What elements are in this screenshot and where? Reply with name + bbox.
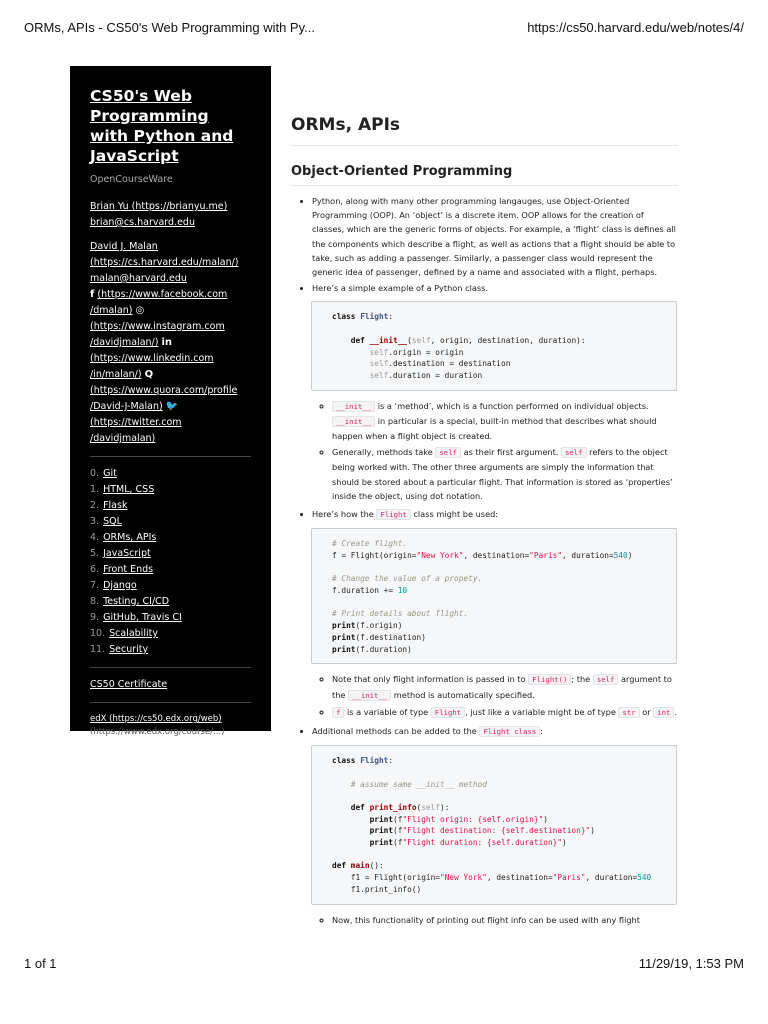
note-text: : [540, 725, 543, 736]
code-token: main [350, 861, 370, 871]
nav-num: 9. [90, 612, 100, 623]
code-token: def [332, 861, 347, 871]
twitter-icon[interactable]: 🐦 [165, 401, 179, 412]
instagram-icon[interactable]: ◎ [135, 305, 145, 316]
print-page-url: https://cs50.harvard.edu/web/notes/4/ [527, 20, 744, 35]
sidebar-divider [90, 667, 251, 668]
nav-label[interactable]: GitHub, Travis CI [103, 612, 182, 623]
note-text: as their first argument. [460, 447, 561, 458]
note-init-method [332, 399, 678, 444]
code-token: # Change the value of a propety. [332, 574, 483, 584]
note-text: or [639, 706, 654, 717]
code-token: Flight [360, 756, 389, 766]
sub-notes [312, 913, 678, 927]
code-token: "Flight origin: {self.origin}" [402, 814, 544, 824]
nav-label[interactable]: SQL [103, 516, 122, 527]
code-token: (f.duration) [355, 644, 412, 654]
nav-item-github[interactable] [90, 610, 251, 626]
facebook-link-cont[interactable]: /dmalan) [90, 305, 133, 316]
nav-label[interactable]: Testing, CI/CD [103, 596, 170, 607]
code-token: , origin, destination, duration): [430, 335, 586, 345]
inline-code: self [593, 674, 619, 685]
sub-notes [312, 399, 678, 503]
code-token: (f [393, 814, 403, 824]
notes-list [291, 194, 678, 927]
sub-notes [312, 672, 678, 720]
david-email-link[interactable]: malan@harvard.edu [90, 273, 187, 284]
instagram-link-cont[interactable]: /davidjmalan/) [90, 337, 159, 348]
code-token: print [332, 621, 356, 631]
code-token: class [332, 312, 356, 322]
code-token: ) [627, 550, 633, 560]
print-page-title: ORMs, APIs - CS50's Web Programming with Py... [24, 20, 315, 35]
code-token: , duration= [562, 550, 614, 560]
code-token: self [369, 370, 389, 380]
author-david [90, 239, 251, 447]
note-print-info-usage [332, 913, 678, 927]
note-self-argument [332, 445, 678, 503]
lecture-nav [90, 466, 251, 658]
code-token: ) [543, 814, 548, 824]
note-text: argument to the [332, 674, 672, 700]
note-class-example [312, 281, 678, 503]
code-token: self [369, 359, 389, 369]
nav-label[interactable]: Front Ends [103, 564, 154, 575]
note-text: Additional methods can be added to the [312, 725, 480, 736]
code-token: .duration = duration [388, 370, 483, 380]
nav-item-front-ends[interactable] [90, 562, 251, 578]
quora-link[interactable]: (https://www.quora.com/profile [90, 385, 238, 396]
code-token: (f [393, 826, 403, 836]
twitter-link[interactable]: (https://twitter.com [90, 417, 182, 428]
nav-label[interactable]: Flask [103, 500, 128, 511]
author-brian [90, 199, 251, 231]
inline-code: __init__ [332, 416, 375, 427]
code-token: .origin = origin [388, 347, 464, 357]
nav-num: 5. [90, 548, 100, 559]
code-token: def [350, 335, 365, 345]
code-token: self [411, 335, 431, 345]
nav-num: 4. [90, 532, 100, 543]
code-token: print [369, 814, 394, 824]
note-text: . [674, 706, 678, 717]
section-heading-oop: Object-Oriented Programming [291, 164, 678, 186]
nav-item-scalability[interactable] [90, 626, 251, 642]
nav-num: 7. [90, 580, 100, 591]
code-token: ) [590, 826, 595, 836]
code-token: (f [393, 838, 403, 848]
note-text: , just like a variable might be of type [465, 706, 619, 717]
code-token: "New York" [416, 550, 464, 560]
inline-code: __init__ [348, 690, 391, 701]
nav-label[interactable]: Scalability [109, 628, 158, 639]
note-text: Note that only flight information is passed in to [332, 674, 529, 685]
edx-link[interactable]: edX (https://cs50.edx.org/web) [90, 714, 222, 724]
code-token: f1.print_info() [350, 884, 422, 894]
code-token: # Create flight. [332, 539, 408, 549]
code-token: # assume same __init__ method [350, 779, 487, 789]
code-token: (): [369, 861, 384, 871]
nav-num: 8. [90, 596, 100, 607]
linkedin-link[interactable]: (https://www.linkedin.com [90, 353, 214, 364]
code-token: ( [416, 802, 422, 812]
code-token: 10 [397, 586, 408, 596]
inline-code: Flight [376, 509, 410, 520]
inline-code: str [618, 707, 639, 718]
print-footer [24, 956, 744, 974]
nav-item-git[interactable] [90, 466, 251, 482]
nav-item-django[interactable] [90, 578, 251, 594]
code-token: f1 = Flight(origin= [350, 873, 440, 883]
note-text: Python, along with many other programming langauges, use Object-Oriented Programming (OOP). An ‘object’ is a discrete item. OOP allows for the creation of classes, which are the generic forms of objects. For example, a ‘flight’ class is defines all the components which describe a flight, as well as actions that a flight should be able to take, such as adding a passenger. Similarly, a passenger class would represent the generic idea of passenger, defined by a name and associated with a flight, perhaps. [312, 196, 676, 278]
course-title-link[interactable]: CS50's Web Programming with Python and JavaScript [90, 87, 234, 165]
code-token: ): [440, 802, 450, 812]
print-datetime: 11/29/19, 1:53 PM [638, 956, 744, 971]
code-token: class [332, 756, 356, 766]
note-flight-args [332, 672, 678, 702]
note-text: Generally, methods take [332, 447, 436, 458]
code-token: (f.origin) [355, 621, 403, 631]
code-token: f = Flight(origin= [332, 550, 417, 560]
quora-link-cont[interactable]: /David-J-Malan) [90, 401, 163, 412]
code-token: : [388, 756, 394, 766]
code-token: print [369, 838, 394, 848]
code-token: print_info [369, 802, 417, 812]
inline-code: Flight [431, 707, 465, 718]
note-text: Now, this functionality of printing out flight info can be used with any flight [332, 914, 640, 925]
code-token: def [350, 802, 365, 812]
nav-num: 3. [90, 516, 100, 527]
note-text: ; the [571, 674, 593, 685]
nav-num: 0. [90, 468, 100, 479]
facebook-link[interactable]: (https://www.facebook.com [97, 289, 228, 300]
code-block-flight-class [311, 301, 677, 390]
edx-link-cut[interactable]: (https://www.edx.org/course/...) [90, 727, 225, 737]
nav-label[interactable]: ORMs, APIs [103, 532, 157, 543]
code-token: "Flight duration: {self.duration}" [402, 838, 563, 848]
note-text: is a variable of type [344, 706, 431, 717]
inline-code: self [435, 447, 461, 458]
code-token: self [369, 347, 389, 357]
david-website-link[interactable]: (https://cs.harvard.edu/malan/) [90, 257, 239, 268]
instagram-link[interactable]: (https://www.instagram.com [90, 321, 225, 332]
print-header [24, 20, 744, 38]
course-subtitle: OpenCourseWare [90, 174, 173, 185]
code-token: 540 [613, 550, 628, 560]
code-token: self [421, 802, 441, 812]
code-token: , destination= [486, 873, 553, 883]
code-token: # Print details about flight. [332, 609, 469, 619]
code-token: ( [407, 335, 412, 345]
code-token: print [332, 632, 356, 642]
code-token: , destination= [463, 550, 530, 560]
note-text: is a ‘method’, which is a function performed on individual objects. [375, 400, 649, 411]
inline-code: int [653, 707, 674, 718]
note-oop-intro [312, 194, 678, 279]
note-text: Here’s how the [312, 509, 377, 520]
nav-num: 11. [90, 644, 106, 655]
main-content [291, 110, 678, 931]
nav-label[interactable]: Security [109, 644, 149, 655]
code-token: "Paris" [552, 873, 586, 883]
nav-item-security[interactable] [90, 642, 251, 658]
nav-num: 1. [90, 484, 100, 495]
nav-num: 6. [90, 564, 100, 575]
linkedin-icon[interactable]: in [161, 337, 173, 348]
code-token: : [388, 312, 394, 322]
note-class-usage [312, 507, 678, 720]
linkedin-link-cont[interactable]: /in/malan/) [90, 369, 142, 380]
sidebar-divider [90, 456, 251, 457]
nav-label[interactable]: JavaScript [103, 548, 151, 559]
note-text: Here’s a simple example of a Python class. [312, 283, 489, 294]
code-token: __init__ [369, 335, 408, 345]
inline-code: __init__ [332, 401, 375, 412]
code-token: ) [562, 838, 567, 848]
code-token: print [332, 644, 356, 654]
inline-code: f [332, 707, 344, 718]
twitter-link-cont[interactable]: /davidjmalan) [90, 433, 156, 444]
inline-code: Flight class [479, 726, 540, 737]
code-token: Flight [360, 312, 389, 322]
facebook-icon[interactable]: f [90, 289, 95, 300]
code-token: "Paris" [529, 550, 563, 560]
note-text: class might be used: [410, 509, 499, 520]
code-token: print [369, 826, 394, 836]
page-number: 1 of 1 [24, 956, 57, 971]
quora-icon[interactable]: Q [144, 369, 154, 380]
sidebar-divider [90, 702, 251, 703]
sidebar [70, 66, 271, 737]
code-token: "New York" [439, 873, 487, 883]
david-name-link[interactable]: David J. Malan [90, 241, 158, 252]
inline-code: Flight() [528, 674, 571, 685]
nav-item-flask[interactable] [90, 498, 251, 514]
nav-item-html-css[interactable] [90, 482, 251, 498]
code-token: "Flight destination: {self.destination}" [402, 826, 591, 836]
note-text: method is automatically specified. [391, 689, 535, 700]
nav-label[interactable]: HTML, CSS [103, 484, 155, 495]
brian-website-link[interactable]: Brian Yu (https://brianyu.me) [90, 201, 228, 212]
nav-num: 10. [90, 628, 106, 639]
nav-item-testing[interactable] [90, 594, 251, 610]
note-text: in particular is a special, built-in method that describes what should happen when a flight object is created. [332, 415, 657, 442]
code-token: f.duration += [332, 586, 398, 596]
nav-item-javascript[interactable] [90, 546, 251, 562]
inline-code: self [561, 447, 587, 458]
nav-item-sql[interactable] [90, 514, 251, 530]
certificate-link[interactable]: CS50 Certificate [90, 679, 168, 690]
code-block-print-info [311, 745, 677, 904]
nav-label[interactable]: Git [103, 468, 117, 479]
nav-num: 2. [90, 500, 100, 511]
code-token: .destination = destination [388, 359, 511, 369]
note-text: refers to the object being worked with. The other three arguments are simply the information that should be stored about a particular flight. That information is stored as ‘properties’ inside the object, using dot notation. [332, 447, 673, 501]
code-block-flight-usage [311, 528, 677, 664]
note-additional-methods [312, 724, 678, 927]
brian-email-link[interactable]: brian@cs.harvard.edu [90, 217, 195, 228]
note-variable-type [332, 705, 678, 720]
code-token: (f.destination) [355, 632, 426, 642]
code-token: 540 [637, 873, 652, 883]
code-token: , duration= [585, 873, 638, 883]
nav-item-orms-apis[interactable] [90, 530, 251, 546]
page-title: ORMs, APIs [291, 115, 678, 146]
nav-label[interactable]: Django [103, 580, 137, 591]
